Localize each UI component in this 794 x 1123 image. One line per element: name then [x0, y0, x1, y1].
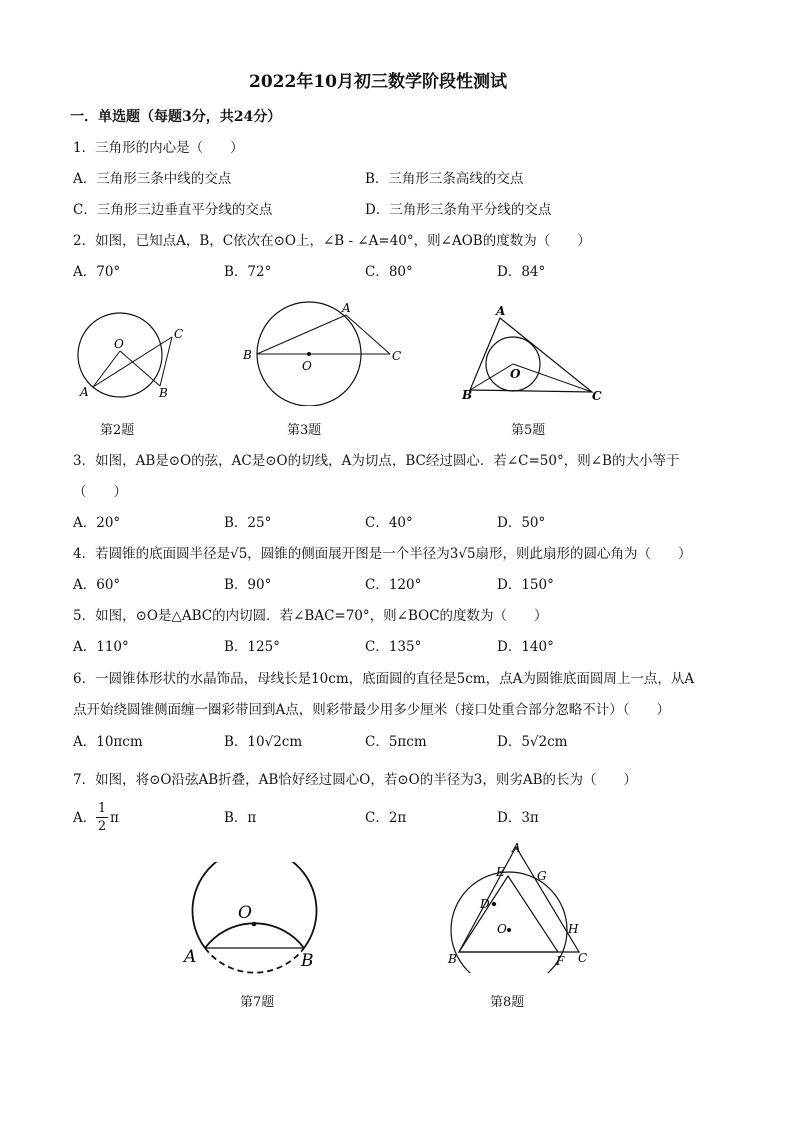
- q2-option-b: B．72°: [224, 264, 272, 280]
- fig8-label-b: B: [448, 952, 457, 966]
- q5-stem: 5．如图，⊙O是△ABC的内切圆．若∠BAC=70°，则∠BOC的度数为（ ）: [73, 608, 548, 624]
- fig3-label-b: B: [243, 348, 252, 362]
- fig8-point-o: [507, 928, 511, 932]
- fig3-segment-ac: [346, 315, 390, 354]
- q6-stem: 6．一圆锥体形状的水晶饰品，母线长是10cm，底面圆的直径是5cm，点A为圆锥底面圆周上一点，从A: [73, 671, 695, 687]
- fig8-circle: [451, 872, 567, 973]
- q7-stem: 7．如图，将⊙O沿弦AB折叠，AB恰好经过圆心O，若⊙O的半径为3，则劣AB的长为（ ）: [73, 772, 638, 788]
- q7-option-a-suffix: π: [110, 810, 119, 826]
- figure-q2: [70, 300, 190, 405]
- q4-option-d: D．150°: [497, 577, 554, 593]
- fig5-label-o: O: [510, 367, 521, 381]
- fig8-label-a: A: [512, 841, 521, 855]
- fig8-point-d: [492, 902, 496, 906]
- fig7-minor-arc-dashed: [205, 948, 304, 973]
- fig3-label-c: C: [392, 349, 402, 363]
- q4-stem: 4．若圆锥的底面圆半径是√5，圆锥的侧面展开图是一个半径为3√5扇形，则此扇形的圆心角为（ ）: [73, 546, 692, 562]
- fig3-label-o: O: [302, 359, 312, 373]
- fig7-major-arc: [193, 862, 317, 948]
- q4-option-c: C．120°: [365, 577, 422, 593]
- fig8-label-f: F: [556, 954, 565, 968]
- fig3-center-point: [307, 352, 311, 356]
- q7-option-a-fraction: [96, 802, 108, 833]
- q2-stem: 2．如图，已知点A，B，C依次在⊙O上，∠B - ∠A=40°，则∠AOB的度数为（ ）: [73, 233, 591, 249]
- q7-option-b: B．π: [224, 810, 257, 826]
- figure-q5: [458, 300, 608, 405]
- fig7-label-a: A: [184, 947, 197, 967]
- q6-option-b: B．10√2cm: [224, 734, 303, 750]
- q1-option-d: D．三角形三条角平分线的交点: [365, 202, 552, 218]
- fig8-label-g: G: [537, 869, 547, 883]
- fig2-segment-ob: [120, 351, 160, 386]
- fig3-label-a: A: [342, 301, 351, 315]
- fig7-folded-arc: [205, 923, 304, 948]
- q1-option-c: C．三角形三边垂直平分线的交点: [73, 202, 273, 218]
- q7-option-a-prefix: A．: [73, 810, 97, 826]
- fig2-label-o: O: [114, 337, 124, 351]
- q3-stem-cont: （ ）: [73, 484, 127, 500]
- fig7-label-o: O: [238, 903, 252, 923]
- fig2-label-a: A: [80, 385, 89, 399]
- fig3-segment-ba: [257, 315, 346, 354]
- caption-fig8: 第8题: [490, 995, 525, 1010]
- fig7-center-point: [252, 922, 257, 927]
- fig5-label-b: B: [462, 388, 473, 402]
- fig2-label-c: C: [174, 327, 184, 341]
- q3-option-a: A．20°: [73, 515, 121, 531]
- fig8-label-h: H: [568, 922, 579, 936]
- fig2-circle: [78, 313, 162, 397]
- q6-option-d: D．5√2cm: [497, 734, 568, 750]
- q6-option-a: A．10πcm: [73, 734, 143, 750]
- fig5-triangle: [470, 318, 592, 392]
- q7-fraction-numerator: 1: [97, 801, 107, 816]
- q1-option-b: B．三角形三条高线的交点: [365, 171, 524, 187]
- q7-fraction-bar: [96, 817, 108, 818]
- caption-fig5: 第5题: [511, 423, 546, 438]
- q1-option-a: A．三角形三条中线的交点: [73, 171, 232, 187]
- fig8-label-c: C: [578, 951, 588, 965]
- fig8-label-e: E: [496, 865, 505, 879]
- fig8-label-o: O: [497, 922, 507, 936]
- q4-option-a: A．60°: [73, 577, 121, 593]
- fig8-label-d: D: [480, 897, 490, 911]
- section-heading: 一．单选题（每题3分，共24分）: [70, 109, 282, 125]
- q3-option-c: C．40°: [365, 515, 413, 531]
- caption-fig3: 第3题: [287, 423, 322, 438]
- q2-option-d: D．84°: [497, 264, 546, 280]
- q2-option-a: A．70°: [73, 264, 121, 280]
- fig5-label-a: A: [496, 304, 506, 318]
- q7-option-c: C．2π: [365, 810, 407, 826]
- q4-option-b: B．90°: [224, 577, 272, 593]
- figure-q7: [180, 862, 330, 974]
- fig2-segment-ac: [93, 337, 172, 387]
- fig8-triangle-abc: [459, 847, 579, 952]
- fig7-label-b: B: [301, 951, 314, 971]
- q5-option-a: A．110°: [73, 639, 129, 655]
- q6-stem-cont: 点开始绕圆锥侧面缠一圈彩带回到A点，则彩带最少用多少厘米（接口处重合部分忽略不计）（ ）: [73, 702, 670, 718]
- fig5-label-c: C: [592, 389, 602, 403]
- q3-stem: 3．如图，AB是⊙O的弦，AC是⊙O的切线，A为切点，BC经过圆心．若∠C=50°，则∠B的大小等于: [73, 453, 680, 469]
- q7-option-d: D．3π: [497, 810, 539, 826]
- q3-option-d: D．50°: [497, 515, 546, 531]
- fig5-segment-ob: [470, 364, 513, 390]
- q1-stem: 1．三角形的内心是（ ）: [73, 140, 244, 156]
- caption-fig7: 第7题: [240, 995, 275, 1010]
- q5-option-d: D．140°: [497, 639, 554, 655]
- caption-fig2: 第2题: [100, 423, 135, 438]
- q6-option-c: C．5πcm: [365, 734, 427, 750]
- fig2-segment-oa: [93, 351, 120, 387]
- page-title: 2022年10月初三数学阶段性测试: [249, 72, 507, 92]
- q7-fraction-denominator: 2: [97, 819, 107, 834]
- figure-q8: [442, 838, 602, 973]
- fig8-inner-triangle: [459, 876, 558, 952]
- q5-option-b: B．125°: [224, 639, 280, 655]
- q3-option-b: B．25°: [224, 515, 272, 531]
- q5-option-c: C．135°: [365, 639, 422, 655]
- fig2-label-b: B: [159, 386, 168, 400]
- figure-q3: [238, 296, 408, 406]
- q2-option-c: C．80°: [365, 264, 413, 280]
